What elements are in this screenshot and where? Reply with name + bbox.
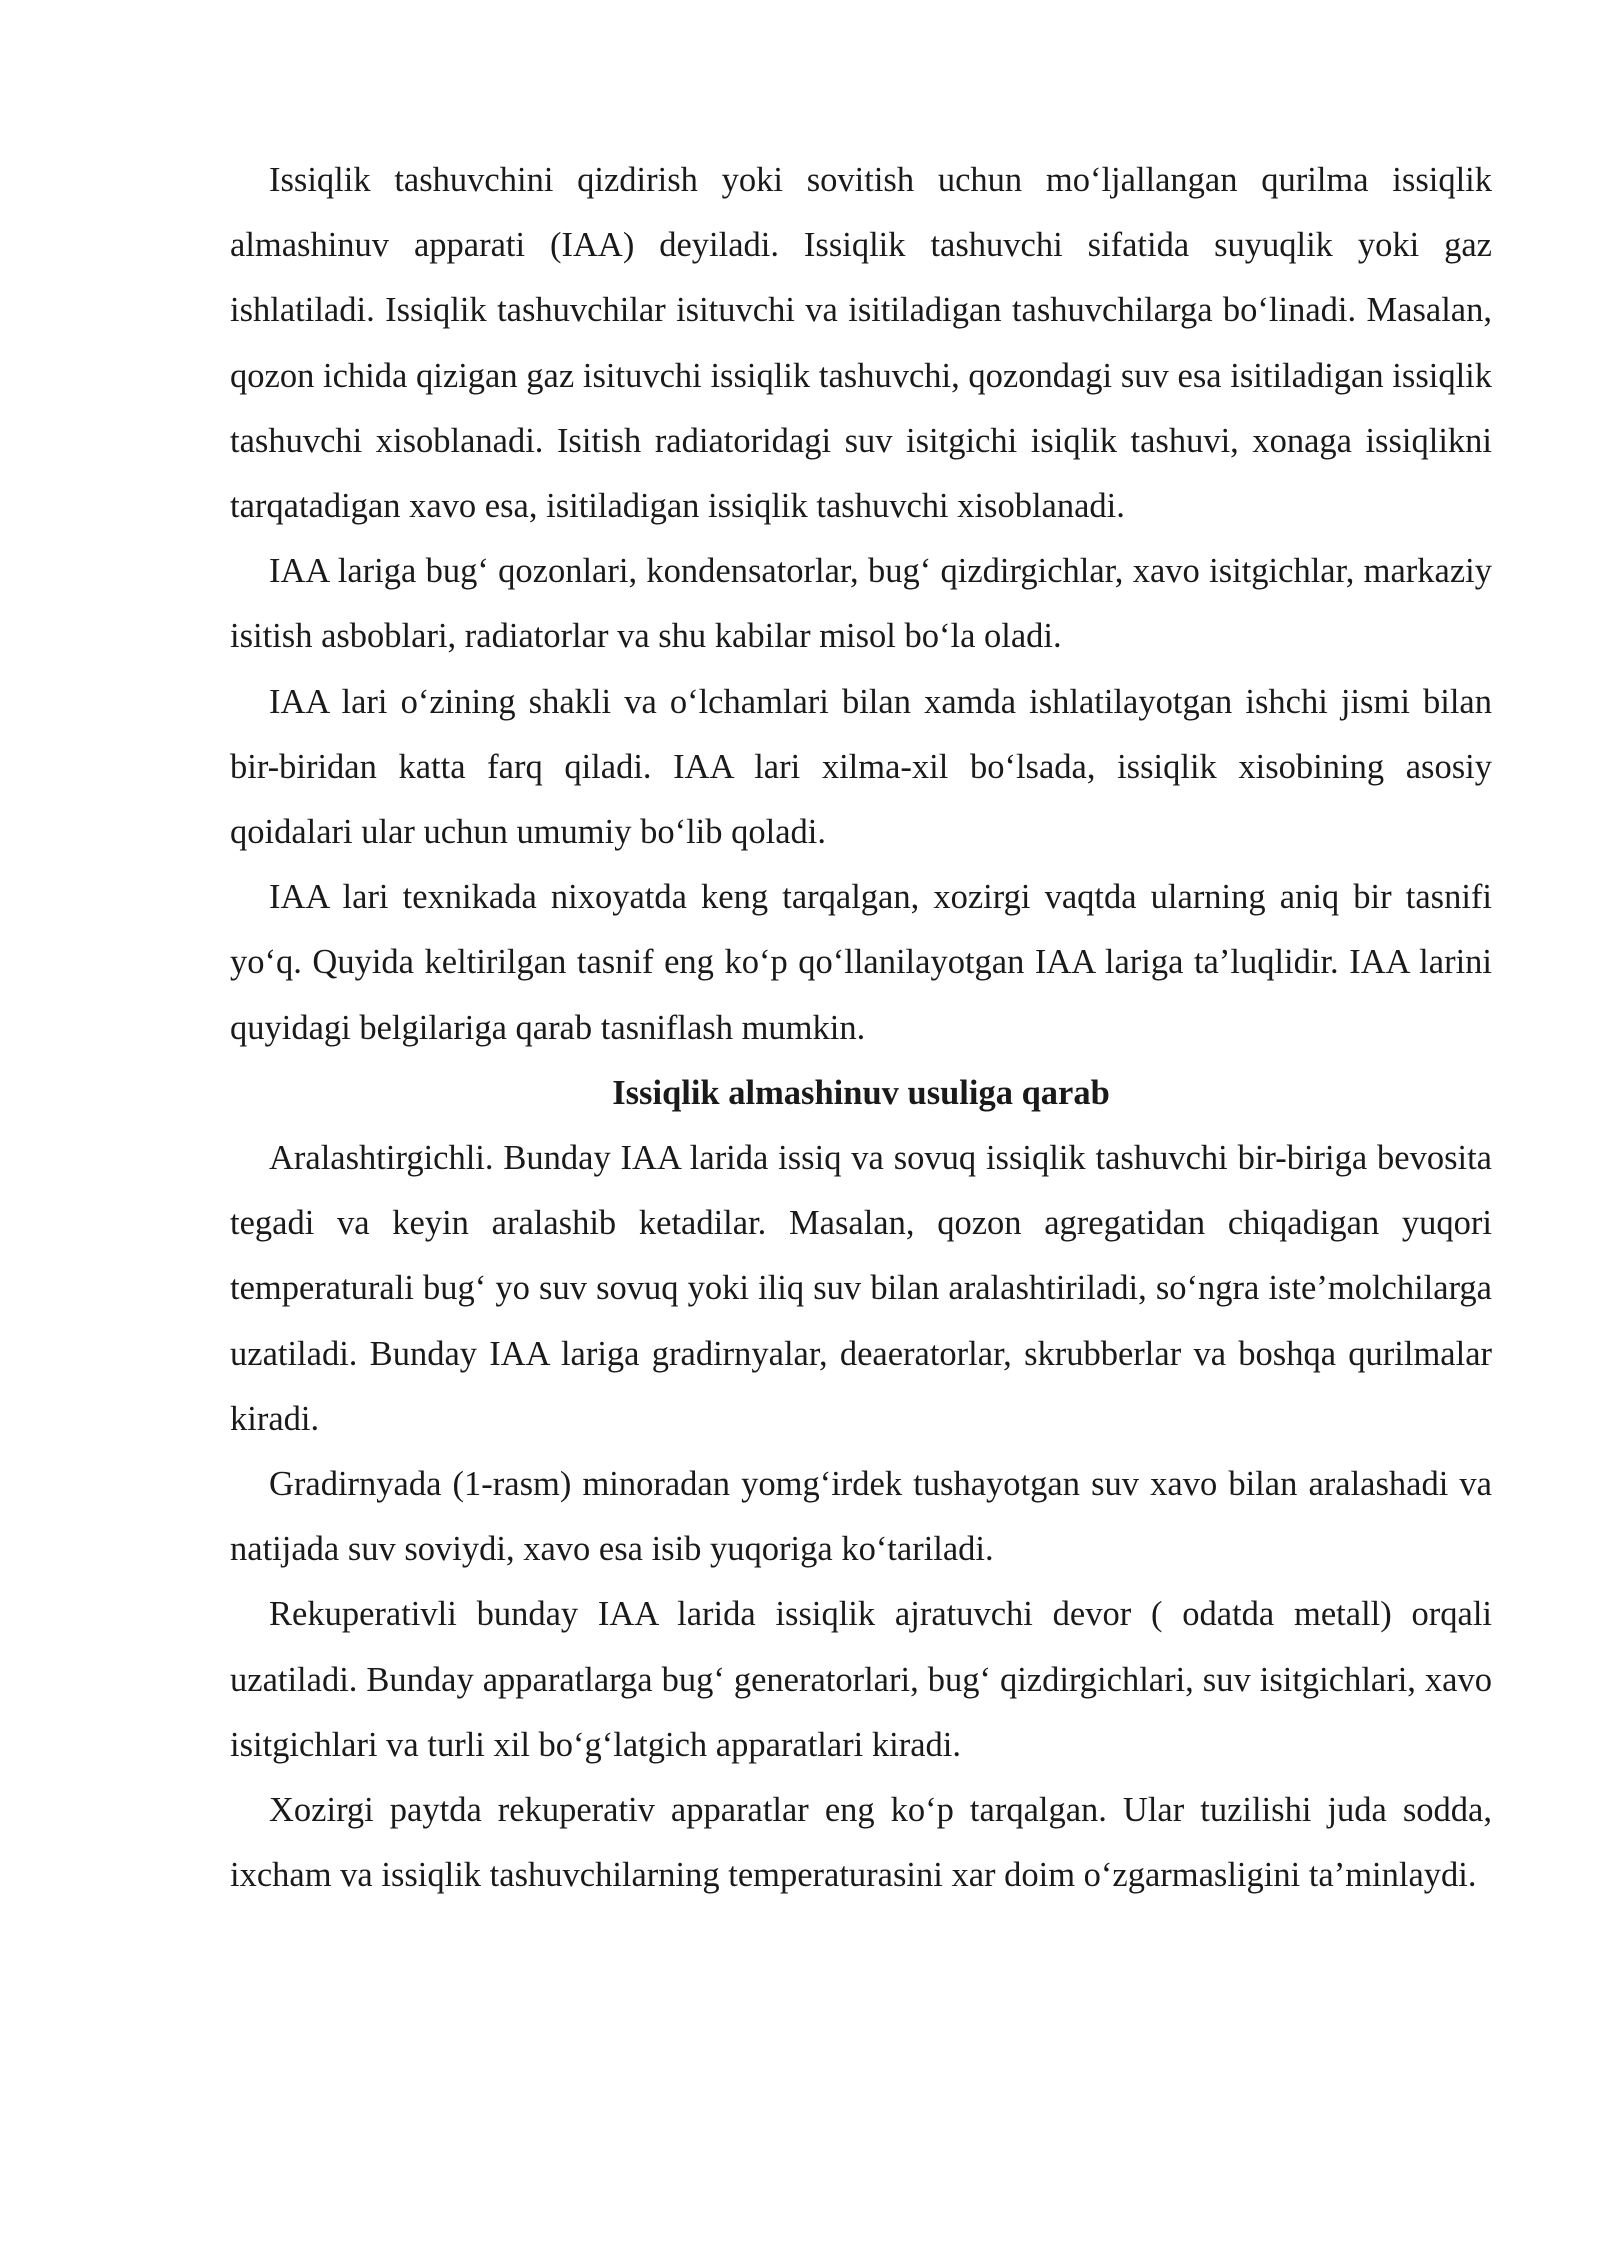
paragraph-recuperative-type: Rekuperativli bunday IAA larida issiqlik ajratuvchi devor ( odatda metall) orqali uzatiladi. Bunday apparatlarga bug‘ generatorlari, bug‘ qizdirgichlari, suv isitgichlari, xavo isitgichlari va turli xil bo‘g‘latgich apparatlari kiradi. [230, 1595, 1492, 1764]
paragraph-iaa-classification: IAA lari texnikada nixoyatda keng tarqalgan, xozirgi vaqtda ularning aniq bir tasnifi yo‘q. Quyida keltirilgan tasnif eng ko‘p qo‘llanilayotgan IAA lariga ta’luqlidir. IAA larini quyidagi belgilariga qarab tasniflash mumkin. [230, 878, 1492, 1047]
document-page [230, 148, 1492, 1908]
paragraph-mixing-type: Aralashtirgichli. Bunday IAA larida issiq va sovuq issiqlik tashuvchi bir-biriga bevosita tegadi va keyin aralashib ketadilar. Masalan, qozon agregatidan chiqadigan yuqori temperaturali bug‘ yo suv sovuq yoki iliq suv bilan aralashtiriladi, so‘ngra iste’molchilarga uzatiladi. Bunday IAA lariga gradirnyalar, deaeratorlar, skrubberlar va boshqa qurilmalar kiradi. [230, 1139, 1492, 1438]
paragraph-iaa-differences: IAA lari o‘zining shakli va o‘lchamlari bilan xamda ishlatilayotgan ishchi jismi bilan bir-biridan katta farq qiladi. IAA lari xilma-xil bo‘lsada, issiqlik xisobining asosiy qoidalari ular uchun umumiy bo‘lib qoladi. [230, 682, 1492, 852]
section-heading: Issiqlik almashinuv usuliga qarab [612, 1073, 1110, 1112]
paragraph-cooling-tower: Gradirnyada (1-rasm) minoradan yomg‘irdek tushayotgan suv xavo bilan aralashadi va natijada suv soviydi, xavo esa isib yuqoriga ko‘tariladi. [230, 1465, 1492, 1569]
paragraph-recuperative-advantages: Xozirgi paytda rekuperativ apparatlar eng ko‘p tarqalgan. Ular tuzilishi juda sodda, ixcham va issiqlik tashuvchilarning temperaturasini xar doim o‘zgarmasligini ta’minlaydi. [230, 1791, 1492, 1895]
paragraph-iaa-definition: Issiqlik tashuvchini qizdirish yoki sovitish uchun mo‘ljallangan qurilma issiqlik almashinuv apparati (IAA) deyiladi. Issiqlik tashuvchi sifatida suyuqlik yoki gaz ishlatiladi. Issiqlik tashuvchilar isituvchi va isitiladigan tashuvchilarga bo‘linadi. Masalan, qozon ichida qizigan gaz isituvchi issiqlik tashuvchi, qozondagi suv esa isitiladigan issiqlik tashuvchi xisoblanadi. Isitish radiatoridagi suv isitgichi isiqlik tashuvi, xonaga issiqlikni tarqatadigan xavo esa, isitiladigan issiqlik tashuvchi xisoblanadi. [230, 161, 1492, 526]
paragraph-iaa-examples: IAA lariga bug‘ qozonlari, kondensatorlar, bug‘ qizdirgichlar, xavo isitgichlar, markaziy isitish asboblari, radiatorlar va shu kabilar misol bo‘la oladi. [230, 552, 1492, 656]
